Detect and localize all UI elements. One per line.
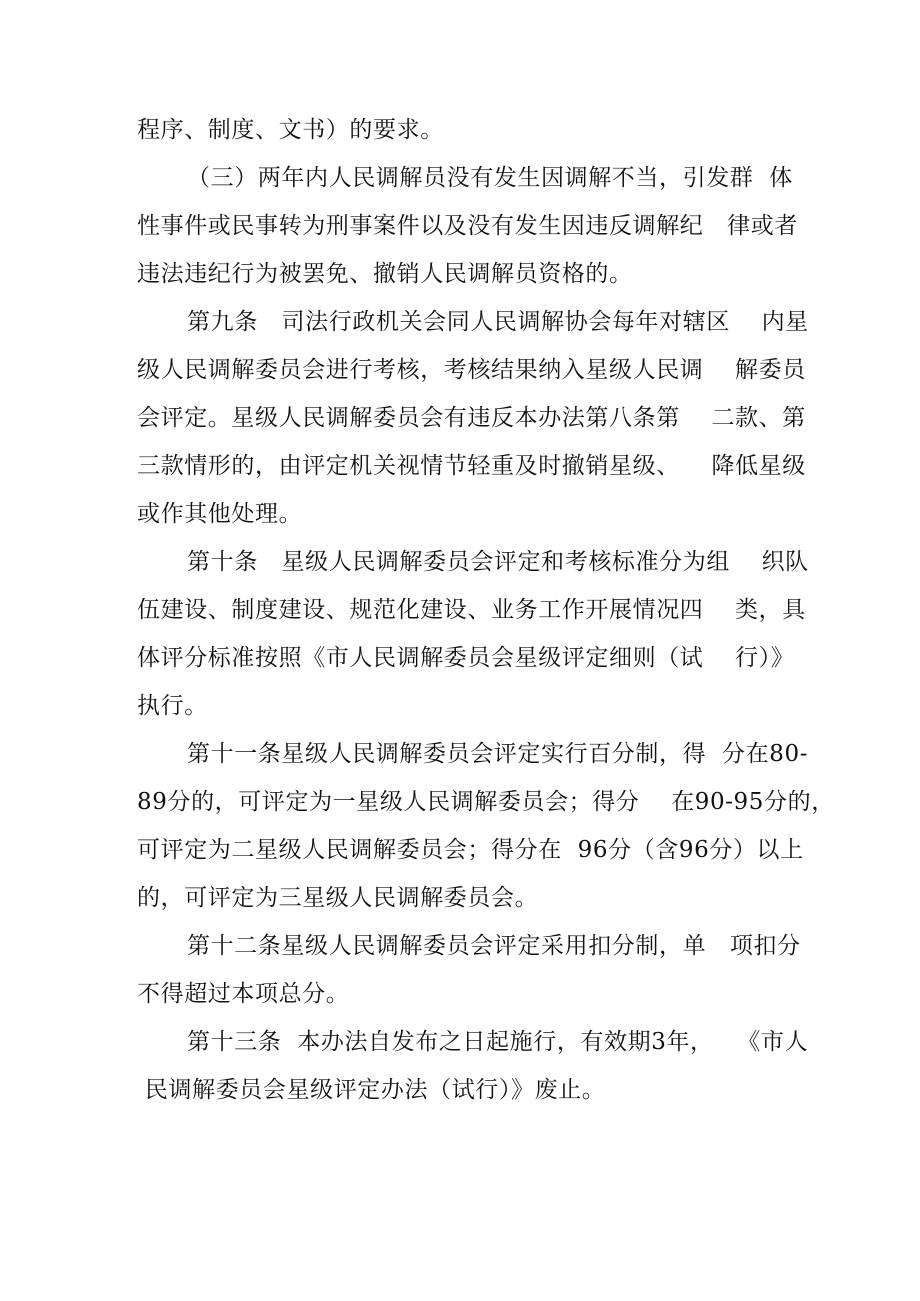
- text-line: 第十三条 本办法自发布之日起施行，有效期3年， 《市人: [187, 1029, 809, 1055]
- text-line: 的，可评定为三星级人民调解委员会。: [137, 885, 539, 911]
- text-line: 伍建设、制度建设、规范化建设、业务工作开展情况四 类，具: [137, 597, 806, 623]
- text-line: 三款情形的，由评定机关视情节轻重及时撤销星级、 降低星级: [137, 453, 806, 479]
- text-line: 违法违纪行为被罢免、撤销人民调解员资格的。: [137, 261, 633, 287]
- text-line: 体评分标准按照《市人民调解委员会星级评定细则（试 行）》: [137, 645, 795, 671]
- text-line: 民调解委员会星级评定办法（试行）》废止。: [137, 1077, 606, 1103]
- text-line: 第十条 星级人民调解委员会评定和考核标准分为组 织队: [187, 549, 809, 575]
- text-line: 或作其他处理。: [137, 501, 303, 527]
- text-line: 不得超过本项总分。: [137, 981, 350, 1007]
- text-line: 第十二条星级人民调解委员会评定采用扣分制，单 项扣分: [187, 933, 801, 959]
- text-line: 第十一条星级人民调解委员会评定实行百分制，得 分在80-: [187, 741, 809, 767]
- text-line: 会评定。星级人民调解委员会有违反本办法第八条第 二款、第: [137, 405, 806, 431]
- text-line: 级人民调解委员会进行考核，考核结果纳入星级人民调 解委员: [137, 357, 806, 383]
- text-line: （三）两年内人民调解员没有发生因调解不当，引发群 体: [187, 165, 793, 191]
- text-line: 执行。: [137, 693, 208, 719]
- text-line: 程序、制度、文书）的要求。: [137, 117, 444, 143]
- text-line: 第九条 司法行政机关会同人民调解协会每年对辖区 内星: [187, 309, 809, 335]
- text-line: 89分的，可评定为一星级人民调解委员会；得分 在90-95分的，: [137, 789, 835, 815]
- text-line: 可评定为二星级人民调解委员会；得分在 96分（含96分）以上: [137, 837, 804, 863]
- text-line: 性事件或民事转为刑事案件以及没有发生因违反调解纪 律或者: [137, 213, 798, 239]
